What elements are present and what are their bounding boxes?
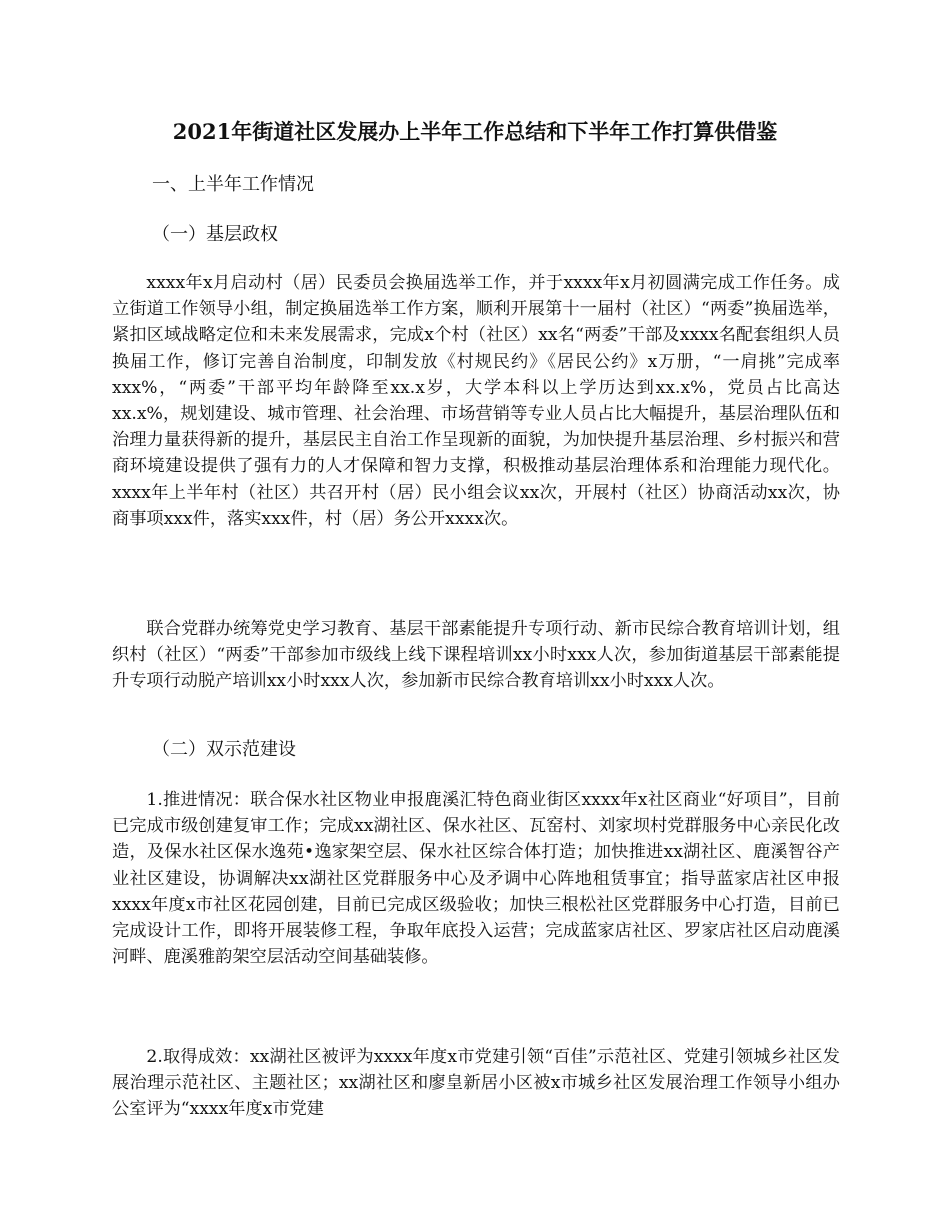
document-title: 2021年街道社区发展办上半年工作总结和下半年工作打算供借鉴 — [172, 119, 778, 144]
paragraph-progress: 1.推进情况：联合保水社区物业申报鹿溪汇特色商业街区xxxx年x社区商业“好项目”，目前已完成市级创建复审工作；完成xx湖社区、保水社区、瓦窑村、刘家坝村党群服务中心亲民化改造，及保水社区保水逸苑•逸家架空层、保水社区综合体打造；加快推进xx湖社区、鹿溪智谷产业社区建设，协调解决xx湖社区党群服务中心及矛调中心阵地租赁事宜；指导蓝家店社区申报xxxx年度x市社区花园创建，目前已完成区级验收；加快三根松社区党群服务中心打造，目前已完成设计工作，即将开展装修工程，争取年底投入运营；完成蓝家店社区、罗家店社区启动鹿溪河畔、鹿溪雅韵架空层活动空间基础装修。 — [112, 790, 840, 968]
subsection-heading-grassroots: （一）基层政权 — [152, 224, 278, 245]
paragraph-election: xxxx年x月启动村（居）民委员会换届选举工作，并于xxxx年x月初圆满完成工作任务。成立街道工作领导小组，制定换届选举工作方案，顺利开展第十一届村（社区）“两委”换届选举，紧扣区域战略定位和未来发展需求，完成x个村（社区）xx名“两委”干部及xxxx名配套组织人员换届工作，修订完善自治制度，印制发放《村规民约》《居民公约》x万册，“一肩挑”完成率xxx%，“两委”干部平均年龄降至xx.x岁，大学本科以上学历达到xx.x%，党员占比高达xx.x%，规划建设、城市管理、社会治理、市场营销等专业人员占比大幅提升，基层治理队伍和治理力量获得新的提升，基层民主自治工作呈现新的面貌，为加快提升基层治理、乡村振兴和营商环境建设提供了强有力的人才保障和智力支撑，积极推动基层治理体系和治理能力现代化。xxxx年上半年村（社区）共召开村（居）民小组会议xx次，开展村（社区）协商活动xx次，协商事项xxx件，落实xxx件，村（居）务公开xxxx次。 — [112, 273, 840, 529]
paragraph-results: 2.取得成效：xx湖社区被评为xxxx年度x市党建引领“百佳”示范社区、党建引领城乡社区发展治理示范社区、主题社区；xx湖社区和廖皇新居小区被x市城乡社区发展治理工作领导小组办公室评为“xxxx年度x市党建 — [112, 1047, 840, 1120]
subsection-heading-demonstration: （二）双示范建设 — [152, 739, 296, 760]
section-heading-first-half: 一、上半年工作情况 — [152, 174, 314, 195]
paragraph-training: 联合党群办统筹党史学习教育、基层干部素能提升专项行动、新市民综合教育培训计划，组织村（社区）“两委”干部参加市级线上线下课程培训xx小时xxx人次，参加街道基层干部素能提升专项行动脱产培训xx小时xxx人次，参加新市民综合教育培训xx小时xxx人次。 — [112, 619, 840, 692]
